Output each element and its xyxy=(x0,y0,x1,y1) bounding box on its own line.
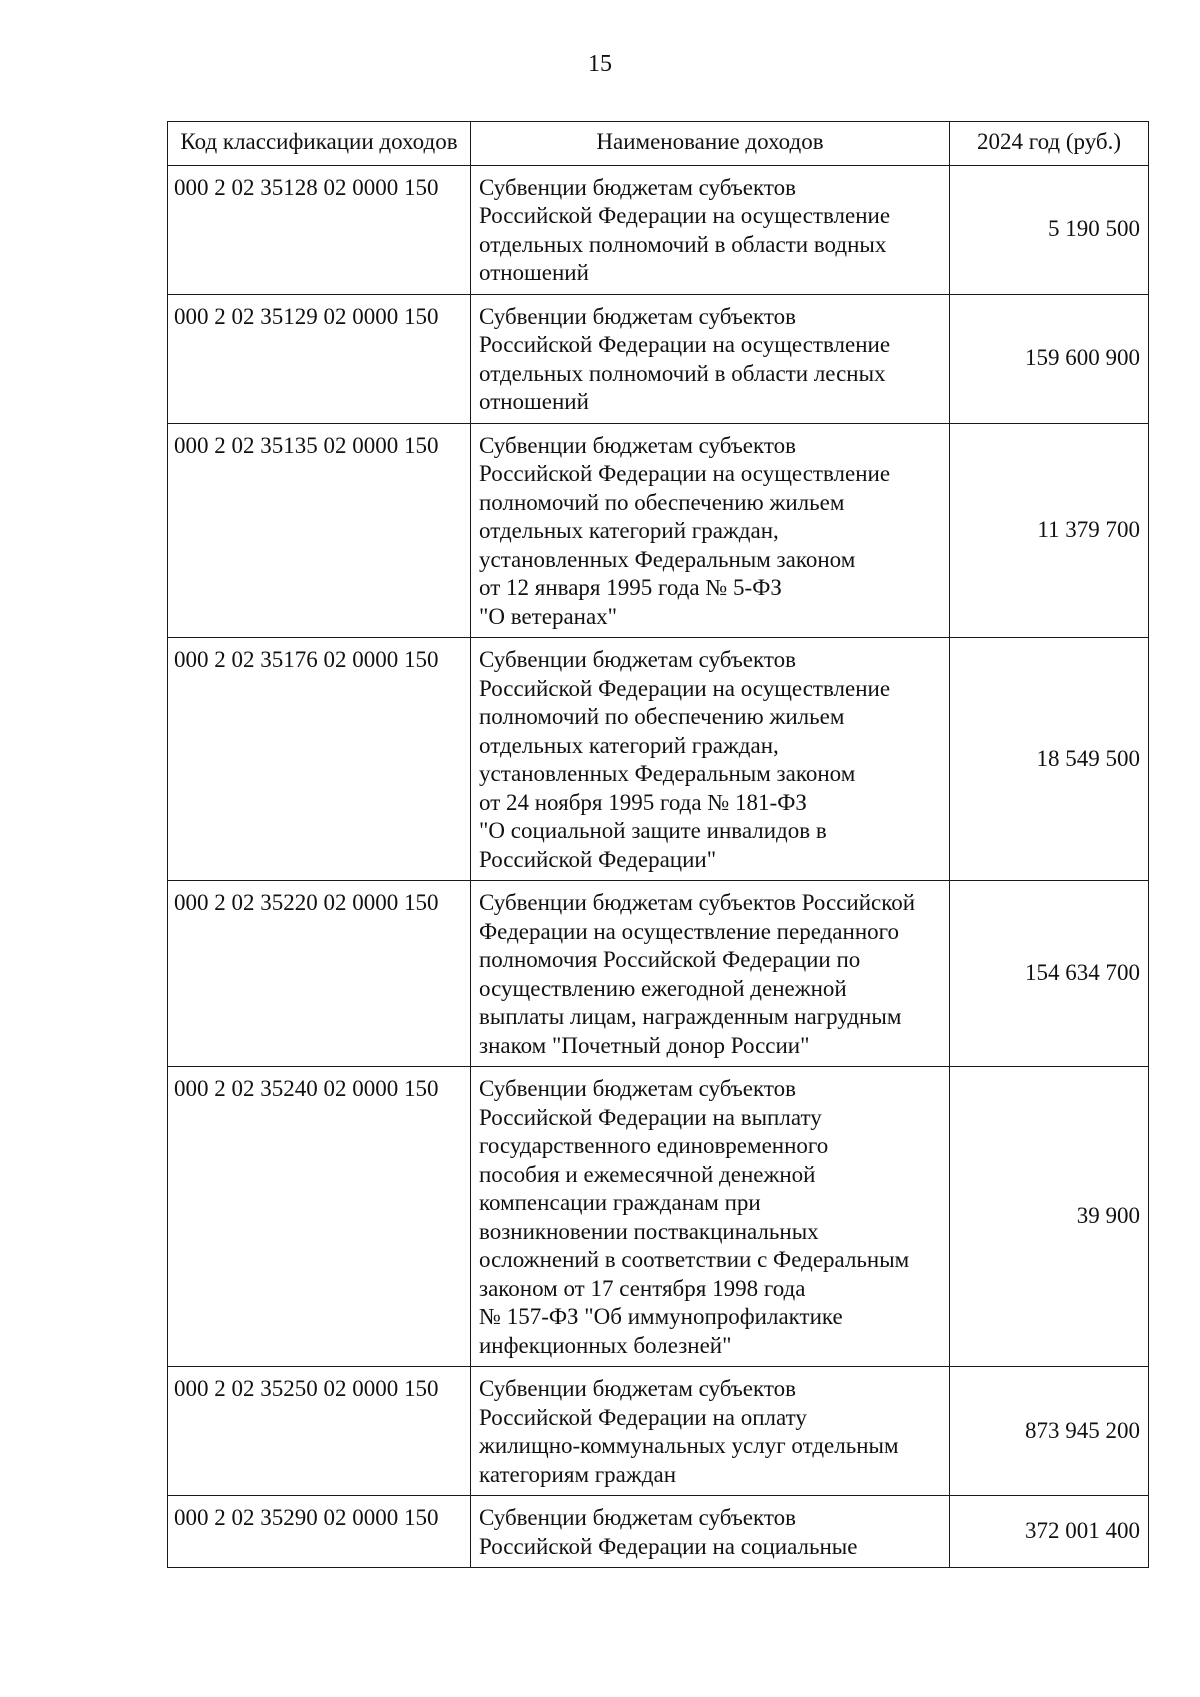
row-name-line: осложнений в соответствии с Федеральным xyxy=(479,1247,910,1272)
row-name-line: отношений xyxy=(479,260,589,285)
row-name-line: отдельных полномочий в области водных xyxy=(479,231,887,257)
table-body xyxy=(168,165,1149,1568)
row-name-line: полномочия Российской Федерации по xyxy=(479,947,861,972)
row-code: 000 2 02 35129 02 0000 150 xyxy=(168,294,471,423)
row-name-line: отношений xyxy=(479,389,589,414)
row-name-line: отдельных категорий граждан, xyxy=(479,518,779,543)
table-header-row xyxy=(168,122,1149,166)
table-row xyxy=(168,165,1149,294)
row-code: 000 2 02 35135 02 0000 150 xyxy=(168,423,471,638)
row-code: 000 2 02 35220 02 0000 150 xyxy=(168,881,471,1067)
table-row xyxy=(168,423,1149,638)
row-amount: 372 001 400 xyxy=(950,1496,1149,1568)
row-name xyxy=(471,881,950,1067)
row-name-line: Субвенции бюджетам субъектов xyxy=(479,432,796,458)
row-name xyxy=(471,1067,950,1367)
row-code: 000 2 02 35240 02 0000 150 xyxy=(168,1067,471,1367)
row-name-line: Субвенции бюджетам субъектов Российской xyxy=(479,890,916,915)
table-row xyxy=(168,294,1149,423)
row-name xyxy=(471,165,950,294)
row-name-line: Российской Федерации на осуществление xyxy=(479,675,891,701)
row-name-line: от 24 ноября 1995 года № 181-ФЗ xyxy=(479,789,807,815)
table-row xyxy=(168,881,1149,1067)
row-name-line: полномочий по обеспечению жильем xyxy=(479,704,845,729)
row-amount: 154 634 700 xyxy=(950,881,1149,1067)
row-name-line: Субвенции бюджетам субъектов xyxy=(479,174,796,200)
row-name-line: Российской Федерации на социальные xyxy=(479,1533,858,1559)
row-name-line: Субвенции бюджетам субъектов xyxy=(479,647,796,672)
table-row xyxy=(168,1067,1149,1367)
row-name xyxy=(471,638,950,881)
row-name xyxy=(471,1367,950,1496)
row-name-line: пособия и ежемесячной денежной xyxy=(479,1161,816,1187)
income-table xyxy=(167,121,1149,1568)
row-name-line: Федерации на осуществление переданного xyxy=(479,918,899,944)
row-name-line: возникновении поствакцинальных xyxy=(479,1218,819,1244)
row-amount: 159 600 900 xyxy=(950,294,1149,423)
row-name xyxy=(471,423,950,638)
row-name-line: категориям граждан xyxy=(479,1461,677,1487)
row-name-line: установленных Федеральным законом xyxy=(479,761,856,786)
row-amount: 39 900 xyxy=(950,1067,1149,1367)
row-name-line: отдельных полномочий в области лесных xyxy=(479,360,886,386)
row-name-line: Российской Федерации на осуществление xyxy=(479,461,891,486)
row-name-line: Субвенции бюджетам субъектов xyxy=(479,1076,796,1101)
row-name-line: государственного единовременного xyxy=(479,1133,829,1158)
row-code: 000 2 02 35128 02 0000 150 xyxy=(168,165,471,294)
row-name-line: выплаты лицам, награжденным нагрудным xyxy=(479,1004,902,1029)
row-name-line: отдельных категорий граждан, xyxy=(479,732,779,758)
row-name xyxy=(471,1496,950,1568)
row-name-line: компенсации гражданам при xyxy=(479,1190,761,1215)
header-amount: 2024 год (руб.) xyxy=(950,122,1149,166)
table-row xyxy=(168,1367,1149,1496)
row-name-line: установленных Федеральным законом xyxy=(479,546,856,572)
row-name-line: Российской Федерации на осуществление xyxy=(479,332,891,357)
row-name xyxy=(471,294,950,423)
row-name-line: Субвенции бюджетам субъектов xyxy=(479,1376,796,1401)
row-name-line: инфекционных болезней" xyxy=(479,1332,732,1358)
row-name-line: полномочий по обеспечению жильем xyxy=(479,489,845,515)
page-number: 15 xyxy=(588,51,612,77)
table-row xyxy=(168,1496,1149,1568)
row-code: 000 2 02 35250 02 0000 150 xyxy=(168,1367,471,1496)
row-name-line: осуществлению ежегодной денежной xyxy=(479,975,847,1001)
row-amount: 11 379 700 xyxy=(950,423,1149,638)
row-name-line: от 12 января 1995 года № 5-ФЗ xyxy=(479,575,782,600)
row-name-line: "О ветеранах" xyxy=(479,603,618,629)
row-name-line: Российской Федерации на осуществление xyxy=(479,203,891,228)
row-name-line: Российской Федерации на выплату xyxy=(479,1104,822,1130)
row-amount: 873 945 200 xyxy=(950,1367,1149,1496)
row-code: 000 2 02 35176 02 0000 150 xyxy=(168,638,471,881)
header-name: Наименование доходов xyxy=(471,122,950,166)
row-amount: 5 190 500 xyxy=(950,165,1149,294)
row-name-line: законом от 17 сентября 1998 года xyxy=(479,1275,806,1301)
row-name-line: жилищно-коммунальных услуг отдельным xyxy=(479,1433,899,1458)
row-name-line: "О социальной защите инвалидов в xyxy=(479,818,827,843)
table-row xyxy=(168,638,1149,881)
header-code: Код классификации доходов xyxy=(168,122,471,166)
row-name-line: Субвенции бюджетам субъектов xyxy=(479,303,796,329)
row-name-line: Субвенции бюджетам субъектов xyxy=(479,1505,796,1530)
row-name-line: Российской Федерации" xyxy=(479,846,717,872)
row-amount: 18 549 500 xyxy=(950,638,1149,881)
row-name-line: Российской Федерации на оплату xyxy=(479,1404,807,1430)
row-name-line: знаком "Почетный донор России" xyxy=(479,1032,810,1058)
row-code: 000 2 02 35290 02 0000 150 xyxy=(168,1496,471,1568)
row-name-line: № 157-ФЗ "Об иммунопрофилактике xyxy=(479,1304,843,1329)
